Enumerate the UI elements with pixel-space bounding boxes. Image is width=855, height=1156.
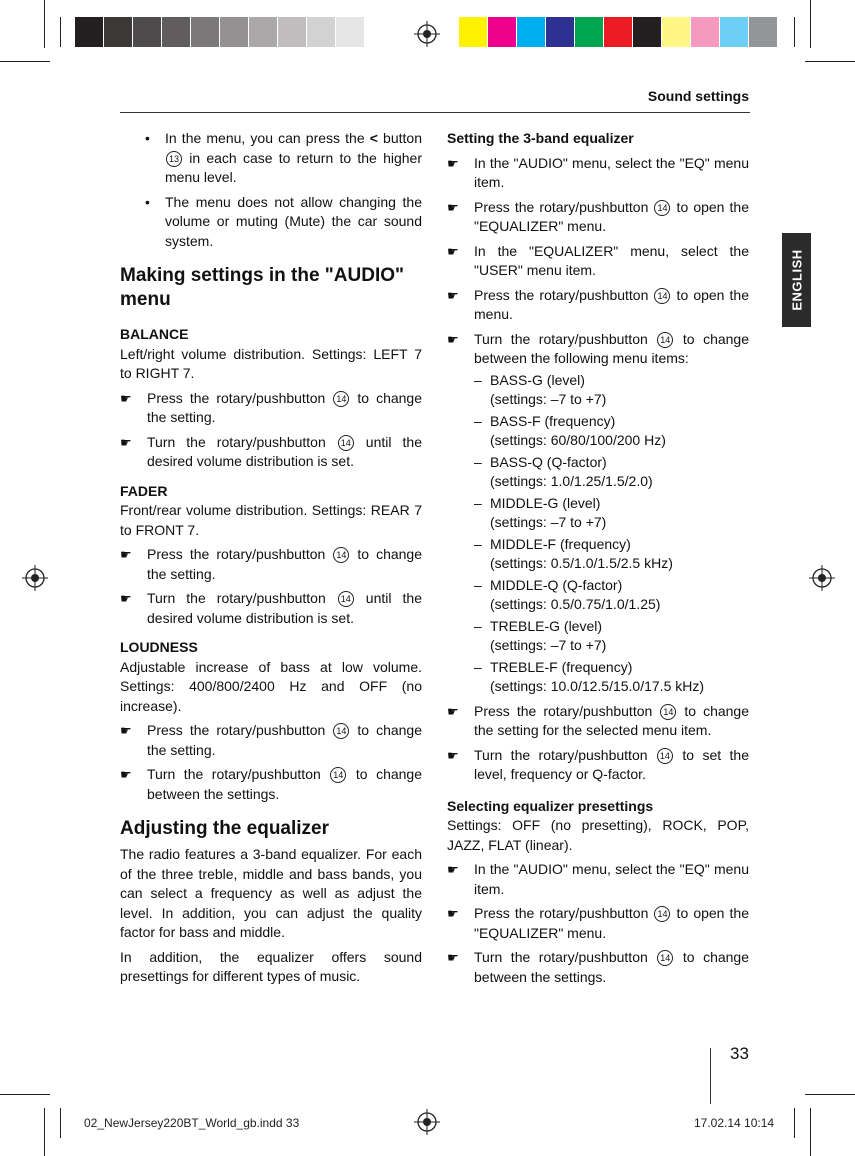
instruction-step: ☛ Press the rotary/pushbutton 14 to open the "EQUALIZER" menu. [447,198,750,234]
language-tab [782,233,811,327]
dash-icon: – [474,494,482,511]
menu-item-name: BASS-G (level) [490,371,585,388]
menu-item-settings: (settings: –7 to +7) [490,514,607,530]
instruction-step: ☛ Turn the rotary/pushbutton 14 to set the level, frequency or Q-factor. [447,746,749,782]
crop-mark [44,1108,45,1156]
color-swatch [249,17,278,47]
button-reference-icon: 14 [333,547,349,563]
balance-desc: Left/right volume distribution. Settings: LEFT 7 to RIGHT 7. [120,345,422,381]
color-swatch [191,17,220,47]
pointing-hand-icon: ☛ [120,547,132,562]
instruction-step: ☛ In the "AUDIO" menu, select the "EQ" menu item. [447,154,749,190]
heading-balance: BALANCE [120,326,189,342]
button-reference-icon: 14 [657,748,673,764]
menu-item-settings: (settings: 0.5/0.75/1.0/1.25) [490,596,661,612]
instruction-step: ☛ In the "AUDIO" menu, select the "EQ" menu item. [447,861,749,897]
button-reference-icon: 14 [333,723,349,739]
button-reference-icon: 13 [166,151,182,167]
pointing-hand-icon: ☛ [447,243,459,259]
pointing-hand-icon: ☛ [447,155,459,171]
pointing-hand-icon: ☛ [120,591,132,606]
crop-mark [805,61,855,62]
color-swatch [162,17,191,47]
instruction-step: ☛ Turn the rotary/pushbutton 14 until the desired volume distribution is set. [120,590,422,626]
page-number-rule [710,1048,711,1104]
menu-item-name: BASS-Q (Q-factor) [490,453,607,470]
pointing-hand-icon: ☛ [447,703,459,719]
registration-mark-icon [414,21,440,47]
crop-mark [794,1108,795,1138]
menu-item-entry [447,535,749,574]
color-swatch [546,17,575,47]
color-swatch [220,17,249,47]
crop-mark [44,0,45,48]
instruction-step: ☛ Turn the rotary/pushbutton 14 to change between the following menu items: [447,330,749,366]
instruction-step: ☛ Turn the rotary/pushbutton 14 to change between the settings. [447,949,749,985]
pointing-hand-icon: ☛ [120,434,132,450]
button-reference-icon: 14 [654,906,670,922]
dash-icon: – [474,412,482,429]
color-swatch [459,17,488,47]
dash-icon: – [474,535,482,552]
menu-item-entry [447,617,749,656]
language-tab-label: ENGLISH [789,249,804,311]
menu-item-name: TREBLE-G (level) [490,617,603,634]
dash-icon: – [474,453,482,470]
menu-item-settings: (settings: 60/80/100/200 Hz) [490,432,666,448]
button-reference-icon: 14 [330,767,346,783]
color-swatch [575,17,604,47]
heading-3band-eq: Setting the 3-band equalizer [447,130,634,146]
color-swatch [662,17,691,47]
color-swatch [488,17,517,47]
note-bullet: • The menu does not allow changing the volume or muting (Mute) the car sound system. [145,193,422,249]
bullet-icon: • [145,193,150,210]
pointing-hand-icon: ☛ [447,950,459,965]
button-reference-icon: 14 [657,950,673,966]
pointing-hand-icon: ☛ [447,747,459,763]
button-reference-icon: 14 [338,591,354,607]
header-divider [120,112,750,113]
color-swatch [720,17,749,47]
color-swatch [75,17,104,47]
heading-audio-menu: Making settings in the "AUDIO" menu [120,265,405,310]
color-swatch [336,17,365,47]
pointing-hand-icon: ☛ [447,862,459,877]
color-swatch [133,17,162,47]
instruction-step: ☛ Press the rotary/pushbutton 14 to open the "EQUALIZER" menu. [447,905,750,941]
pointing-hand-icon: ☛ [120,723,132,738]
pointing-hand-icon: ☛ [120,767,132,782]
page-number: 33 [730,1044,749,1063]
crop-mark [794,17,795,47]
crop-mark [60,17,61,47]
dash-icon: – [474,617,482,634]
fader-desc: Front/rear volume distribution. Settings: REAR 7 to FRONT 7. [120,502,422,538]
heading-presets: Selecting equalizer presettings [447,797,654,814]
menu-item-entry [447,412,749,451]
button-reference-icon: 14 [660,704,676,720]
crop-mark [810,0,811,48]
instruction-step: ☛ Press the rotary/pushbutton 14 to open the menu. [447,286,750,322]
color-swatch [104,17,133,47]
menu-item-name: MIDDLE-G (level) [490,494,601,511]
eq-paragraph-1: The radio features a 3-band equalizer. For each of the three treble, middle and bass bands, you can select a frequency as well as adjust the level. In addition, you can adjust the quality factor for bass and middle. [120,846,422,940]
crop-mark [805,1094,855,1095]
color-bar [459,17,778,47]
color-swatch [365,17,394,47]
heading-fader: FADER [120,482,168,499]
heading-equalizer: Adjusting the equalizer [120,818,330,839]
menu-item-name: MIDDLE-F (frequency) [490,535,631,552]
pointing-hand-icon: ☛ [447,199,459,215]
color-swatch [517,17,546,47]
color-swatch [604,17,633,47]
section-header: Sound settings [647,88,749,104]
menu-item-entry [447,371,749,410]
presets-desc: Settings: OFF (no presetting), ROCK, POP, JAZZ, FLAT (linear). [447,817,749,853]
back-arrow-icon: < [369,130,378,146]
instruction-step: ☛ Turn the rotary/pushbutton 14 to change between the settings. [120,766,422,802]
dash-icon: – [474,371,482,388]
button-reference-icon: 14 [654,288,670,304]
pointing-hand-icon: ☛ [447,287,459,303]
menu-item-name: TREBLE-F (frequency) [490,658,633,675]
instruction-step: ☛ Press the rotary/pushbutton 14 to change the setting. [120,722,423,758]
instruction-step: ☛ Press the rotary/pushbutton 14 to change the setting for the selected menu item. [447,702,750,738]
dash-icon: – [474,576,482,593]
menu-item-name: MIDDLE-Q (Q-factor) [490,576,623,593]
menu-item-settings: (settings: 1.0/1.25/1.5/2.0) [490,473,653,489]
crop-mark [810,1108,811,1156]
note-bullet: • In the menu, you can press the < button 13 in each case to return to the higher menu level. [145,130,422,185]
color-swatch [691,17,720,47]
instruction-step: ☛ Press the rotary/pushbutton 14 to change the setting. [120,546,423,582]
crop-mark [0,1094,50,1095]
menu-item-settings: (settings: –7 to +7) [490,391,607,407]
menu-item-settings: (settings: 0.5/1.0/1.5/2.5 kHz) [490,555,673,571]
registration-mark-icon [22,565,48,591]
heading-loudness: LOUDNESS [120,639,198,655]
left-column [120,129,422,987]
color-swatch [307,17,336,47]
pointing-hand-icon: ☛ [120,390,132,406]
loudness-desc: Adjustable increase of bass at low volume. Settings: 400/800/2400 Hz and OFF (no increase). [120,658,422,714]
menu-item-settings: (settings: 10.0/12.5/15.0/17.5 kHz) [490,678,705,694]
pointing-hand-icon: ☛ [447,906,459,921]
color-swatch [278,17,307,47]
button-reference-icon: 14 [333,391,349,407]
dash-icon: – [474,658,482,675]
menu-item-settings: (settings: –7 to +7) [490,637,607,653]
button-reference-icon: 14 [338,435,354,451]
crop-mark [0,61,50,62]
crop-mark [60,1108,61,1138]
color-swatch [633,17,662,47]
color-swatch [749,17,778,47]
menu-item-entry [447,494,749,533]
button-reference-icon: 14 [657,332,673,348]
instruction-step: ☛ Turn the rotary/pushbutton 14 until the desired volume distribution is set. [120,433,422,469]
button-reference-icon: 14 [654,200,670,216]
instruction-step: ☛ Press the rotary/pushbutton 14 to change the setting. [120,389,423,425]
menu-item-entry [447,658,749,697]
menu-item-entry [447,576,749,615]
bullet-icon: • [145,130,150,146]
registration-mark-icon [809,565,835,591]
footer-timestamp: 17.02.14 10:14 [694,1116,775,1130]
pointing-hand-icon: ☛ [447,331,459,347]
registration-mark-icon [414,1109,440,1135]
footer-filename: 02_NewJersey220BT_World_gb.indd 33 [84,1116,300,1130]
grayscale-bar [75,17,394,47]
menu-item-entry [447,453,749,492]
instruction-step: ☛ In the "EQUALIZER" menu, select the "USER" menu item. [447,242,749,278]
eq-paragraph-2: In addition, the equalizer offers sound presettings for different types of music. [120,948,422,984]
right-column [447,129,749,987]
menu-item-name: BASS-F (frequency) [490,412,616,429]
